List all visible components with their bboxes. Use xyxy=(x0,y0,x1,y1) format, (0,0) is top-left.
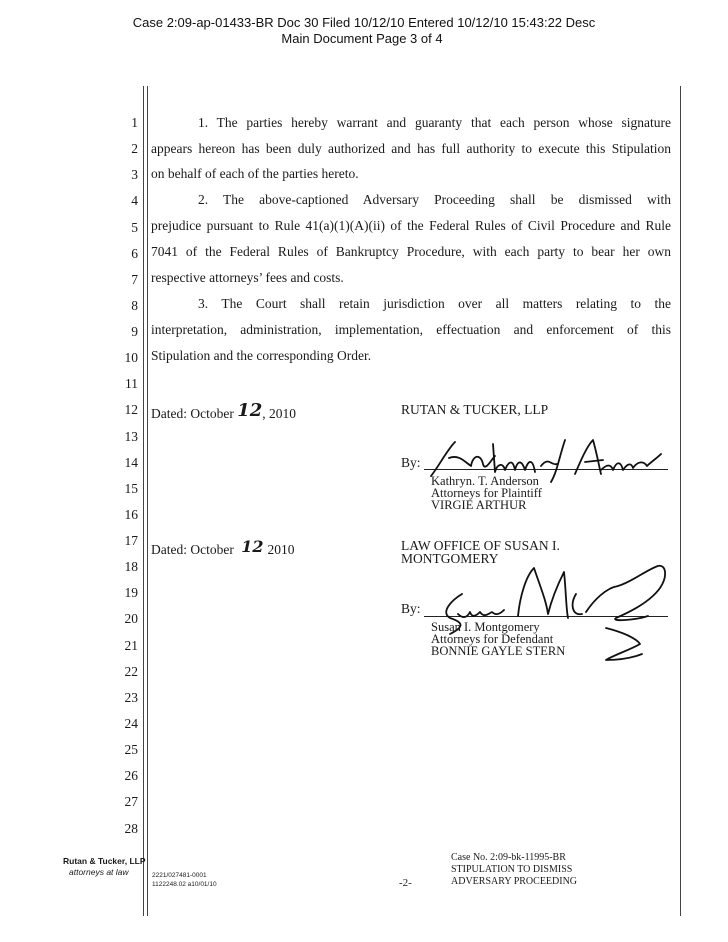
sig2-name-block xyxy=(431,621,565,657)
paragraph-1-line-3: on behalf of each of the parties hereto. xyxy=(151,166,359,181)
sig1-dated-prefix: Dated: October xyxy=(151,406,234,421)
footer-caption xyxy=(451,852,577,888)
line-number-26: 26 xyxy=(124,768,138,784)
footer-doc-id xyxy=(152,871,217,889)
line-number-15: 15 xyxy=(124,480,138,496)
line-number-18: 18 xyxy=(124,559,138,575)
page-number: -2- xyxy=(399,877,412,889)
sig2-handwritten-signature xyxy=(410,556,680,676)
paragraph-2-line-2: prejudice pursuant to Rule 41(a)(1)(A)(ii) of the Federal Rules of Civil Procedure and Rule xyxy=(151,218,671,233)
sig1-dated-suffix: , 2010 xyxy=(262,406,297,421)
paragraph-2-line-1: 2. The above-captioned Adversary Proceeding shall be dismissed with xyxy=(198,192,671,207)
line-number-22: 22 xyxy=(124,663,138,679)
sig1-client: VIRGIE ARTHUR xyxy=(431,498,527,512)
line-number-8: 8 xyxy=(131,297,138,313)
line-number-10: 10 xyxy=(124,350,138,366)
sig2-name: Susan I. Montgomery xyxy=(431,620,540,634)
line-number-25: 25 xyxy=(124,742,138,758)
line-number-13: 13 xyxy=(124,428,138,444)
line-number-9: 9 xyxy=(131,324,138,340)
sig2-client: BONNIE GAYLE STERN xyxy=(431,644,566,658)
left-margin-rule-1 xyxy=(143,86,144,916)
paragraph-3-line-1: 3. The Court shall retain jurisdiction over all matters relating to the xyxy=(198,296,671,311)
sig1-by-label: By: xyxy=(401,455,421,470)
line-number-1: 1 xyxy=(131,115,138,130)
line-number-24: 24 xyxy=(124,715,138,731)
left-margin-rule-2 xyxy=(147,86,148,916)
sig2-firm-line1: LAW OFFICE OF SUSAN I. xyxy=(401,538,560,553)
sig1-firm: RUTAN & TUCKER, LLP xyxy=(401,402,549,417)
paragraph-2-line-3: 7041 of the Federal Rules of Bankruptcy Procedure, with each party to bear her own xyxy=(151,244,671,259)
line-number-14: 14 xyxy=(124,454,138,470)
sig1-name-block xyxy=(431,475,542,511)
line-number-21: 21 xyxy=(124,637,138,653)
line-number-3: 3 xyxy=(131,167,138,183)
sig2-firm-line2: MONTGOMERY xyxy=(401,551,499,566)
sig2-dated-suffix: 2010 xyxy=(267,542,295,557)
sig1-name: Kathryn. T. Anderson xyxy=(431,474,539,488)
footer-title-1: STIPULATION TO DISMISS xyxy=(451,864,573,875)
paragraph-1-line-2: appears hereon has been duly authorized and has full authority to execute this Stipulation xyxy=(151,141,671,156)
line-number-20: 20 xyxy=(124,611,138,627)
line-number-17: 17 xyxy=(124,533,138,549)
docket-header-line1: Case 2:09-ap-01433-BR Doc 30 Filed 10/12/10 Entered 10/12/10 15:43:22 Desc xyxy=(132,15,596,30)
right-margin-rule xyxy=(680,86,681,916)
line-number-27: 27 xyxy=(124,794,138,810)
footer-firm-tagline: attorneys at law xyxy=(69,867,129,877)
line-number-19: 19 xyxy=(124,585,138,601)
line-number-12: 12 xyxy=(124,402,138,418)
sig2-role: Attorneys for Defendant xyxy=(431,632,554,646)
line-number-23: 23 xyxy=(124,689,138,705)
sig2-by-label: By: xyxy=(401,601,421,616)
line-number-11: 11 xyxy=(125,376,138,392)
sig1-role: Attorneys for Plaintiff xyxy=(431,486,542,500)
line-number-4: 4 xyxy=(131,193,138,209)
line-number-5: 5 xyxy=(131,219,138,235)
line-number-2: 2 xyxy=(131,141,138,157)
footer-title-2: ADVERSARY PROCEEDING xyxy=(451,876,578,887)
paragraph-3-line-2: interpretation, administration, implementation, effectuation and enforcement of this xyxy=(151,322,671,337)
line-number-7: 7 xyxy=(131,271,138,287)
sig1-dated-day: 12 xyxy=(237,400,263,421)
docket-header-line2: Main Document Page 3 of 4 xyxy=(281,31,443,46)
sig2-dated xyxy=(151,539,294,558)
footer-doc-id-2: 1122248.02 a10/01/10 xyxy=(152,881,217,888)
line-number-16: 16 xyxy=(124,506,138,522)
line-number-28: 28 xyxy=(124,820,138,836)
sig1-dated xyxy=(151,402,296,423)
footer-doc-id-1: 2221/027481-0001 xyxy=(152,872,207,879)
sig2-dated-prefix: Dated: October xyxy=(151,542,234,557)
footer-case-no: Case No. 2:09-bk-11995-BR xyxy=(451,852,566,863)
line-number-6: 6 xyxy=(131,245,138,261)
paragraph-3-line-3: Stipulation and the corresponding Order. xyxy=(151,348,372,363)
sig2-dated-day: 12 xyxy=(241,537,264,556)
paragraph-2-line-4: respective attorneys’ fees and costs. xyxy=(151,270,344,285)
footer-firm-name: Rutan & Tucker, LLP xyxy=(63,856,146,866)
paragraph-1-line-1: 1. The parties hereby warrant and guaranty that each person whose signature xyxy=(198,115,671,130)
